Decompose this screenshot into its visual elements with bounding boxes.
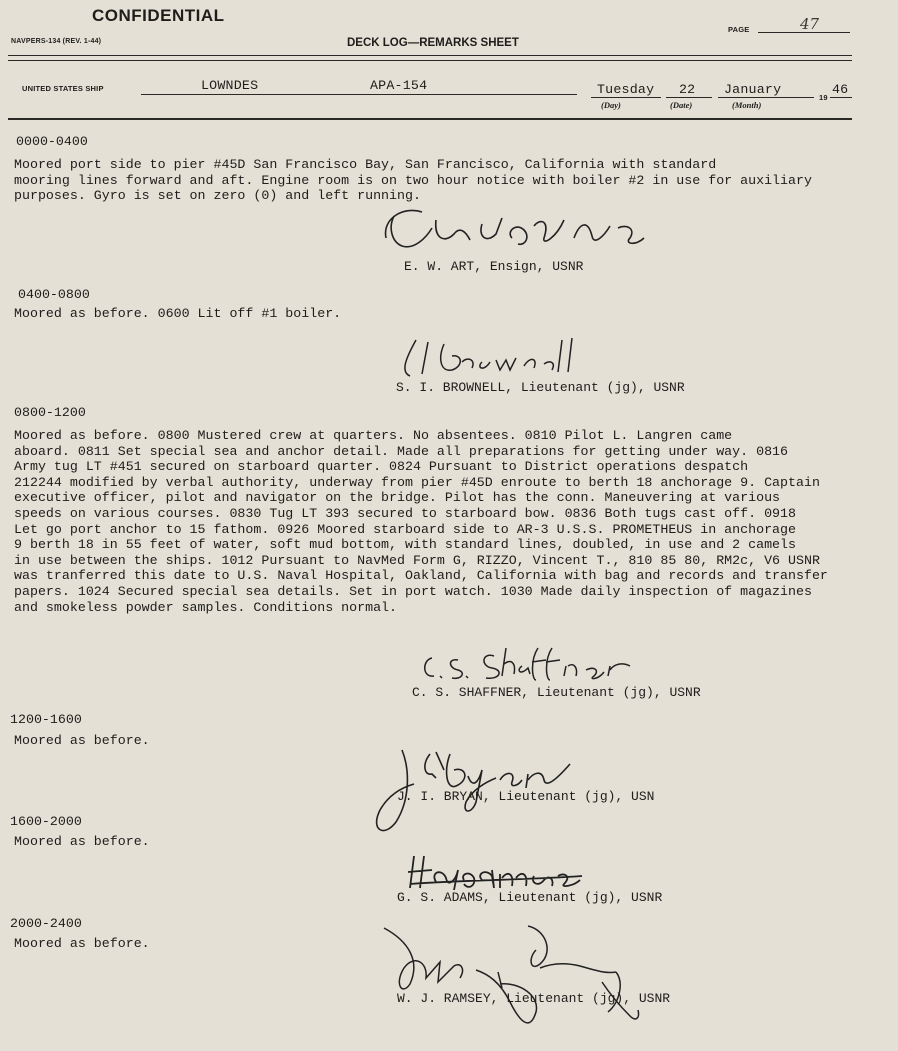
signature-adams-scribble [404,850,586,894]
month-caption: (Month) [732,100,762,110]
hull-number: APA-154 [370,78,428,93]
day-line [591,97,661,98]
signature-ramsey-scribble [380,922,648,1034]
form-title: DECK LOG—REMARKS SHEET [347,37,519,49]
signed-name-ramsey: W. J. RAMSEY, Lieutenant (jg), USNR [397,991,671,1006]
year-prefix: 19 [819,93,828,102]
signed-name-art: E. W. ART, Ensign, USNR [404,259,584,274]
watch-remarks-0000: Moored port side to pier #45D San Francisco Bay, San Francisco, California with standard mooring lines forward and aft. Engine room is on two hour notice with boiler #2 in use for auxiliary purposes. Gyro is set on zero (0) and left running. [14,157,812,204]
day-caption: (Day) [601,100,621,110]
watch-remarks-2000: Moored as before. [14,936,150,951]
ship-label: UNITED STATES SHIP [22,84,104,93]
watch-time-1200: 1200-1600 [10,712,82,727]
watch-time-0800: 0800-1200 [14,405,86,420]
signature-shaffner-scribble [418,640,648,684]
ship-name-line [141,94,577,95]
watch-time-0000: 0000-0400 [16,134,88,149]
form-number: NAVPERS-134 (REV. 1-44) [11,38,102,45]
log-day: Tuesday [597,82,655,97]
log-month: January [724,82,782,97]
watch-remarks-1600: Moored as before. [14,834,150,849]
signature-brownell-scribble [392,332,592,380]
signed-name-adams: G. S. ADAMS, Lieutenant (jg), USNR [397,890,663,905]
date-caption: (Date) [670,100,693,110]
classification-label: CONFIDENTIAL [92,6,225,25]
signature-art-scribble [374,198,664,264]
ship-name: LOWNDES [201,78,259,93]
log-year: 46 [832,82,849,97]
year-line [830,97,852,98]
watch-time-2000: 2000-2400 [10,916,82,931]
header-rule-bottom [8,118,852,120]
date-line [666,97,712,98]
log-date: 22 [679,82,696,97]
page-number: 47 [800,15,820,33]
watch-remarks-0800: Moored as before. 0800 Mustered crew at quarters. No absentees. 0810 Pilot L. Langren came aboard. 0811 Set special sea and anchor detail. Made all preparations for getting under way. 0816 Army tug LT #451 secured on starboard quarter. 0824 Pursuant to District operations despatch 212244 modified by verbal authority, underway from pier #45D enroute to berth 18 anchorage 9. Captain executive officer, pilot and navigator on the bridge. Pilot has the conn. Maneuvering at various speeds on various courses. 0830 Tug LT 393 secured to starboard bow. 0836 Both tugs cast off. 0918 Let go port anchor to 15 fathom. 0926 Moored starboard side to AR-3 U.S.S. PROMETHEUS in anchorage 9 berth 18 in 55 feet of water, soft mud bottom, with standard lines, doubled, in use and 2 camels in use between the ships. 1012 Pursuant to NavMed Form G, RIZZO, Vincent T., 810 85 80, RM2c, V6 USNR was tranferred this date to U.S. Naval Hospital, Oakland, California with bag and records and transfer papers. 1024 Secured special sea details. Set in port watch. 1030 Made daily inspection of magazines and smokeless powder samples. Conditions normal. [14,428,828,615]
watch-remarks-1200: Moored as before. [14,733,150,748]
signed-name-shaffner: C. S. SHAFFNER, Lieutenant (jg), USNR [412,685,701,700]
watch-time-1600: 1600-2000 [10,814,82,829]
month-line [718,97,814,98]
watch-remarks-0400: Moored as before. 0600 Lit off #1 boiler. [14,306,342,321]
watch-time-0400: 0400-0800 [18,287,90,302]
signed-name-bryan: J. I. BRYAN, Lieutenant (jg), USN [397,789,655,804]
header-rule-top-2 [8,60,852,61]
page-label: PAGE [728,25,750,34]
signed-name-brownell: S. I. BROWNELL, Lieutenant (jg), USNR [396,380,685,395]
header-rule-top [8,55,852,56]
